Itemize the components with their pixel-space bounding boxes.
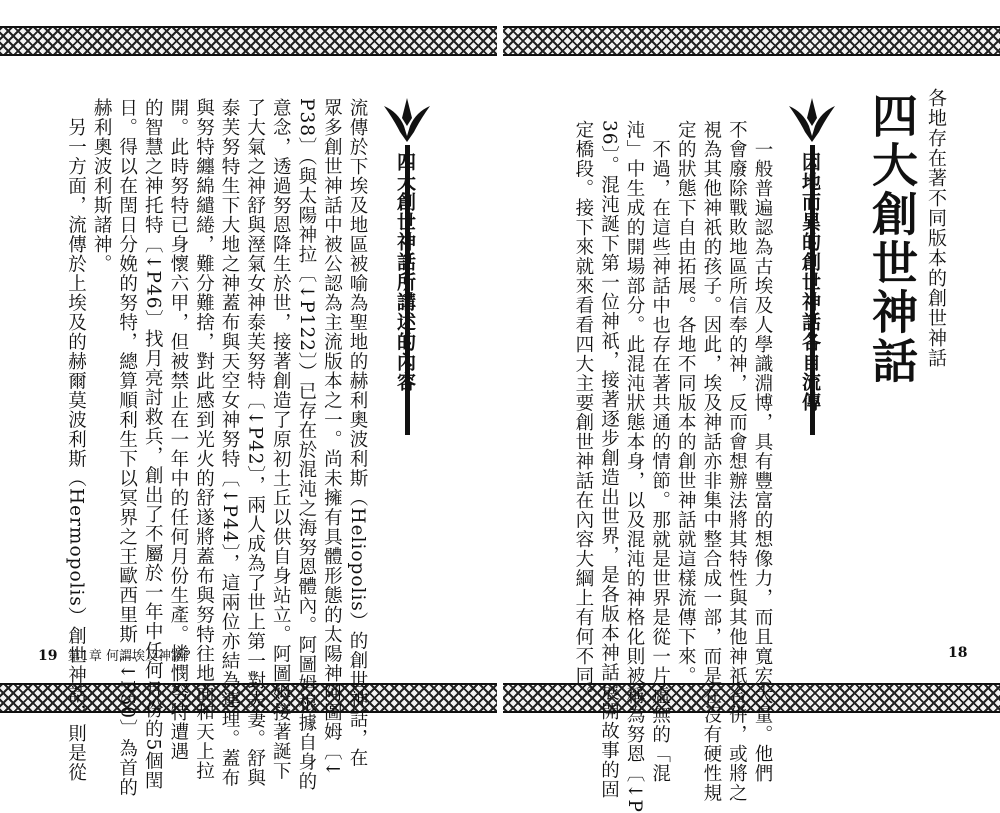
text-line: 不過，在這些神話中也存在著共通的情節。那就是世界是從一片虛無的「混: [649, 120, 671, 783]
lotus-icon: [785, 96, 839, 146]
text-line: 的智慧之神托特〔↓P46〕找月亮討救兵，創出了不屬於一年中任何月份的5個閏: [142, 98, 164, 791]
right-body-text: [570, 120, 775, 813]
text-line: 36〕。混沌誕下第一位神祇，接著逐步創造出世界，是各版本神話展開故事的固: [598, 120, 620, 800]
text-line: 定橋段。接下來就來看看四大主要創世神話在內容大綱上有何不同。: [572, 120, 594, 705]
page-number: 19: [38, 648, 58, 664]
section-heading: 因地而異的創世神話各自流傳: [799, 152, 821, 412]
text-line: 日。得以在閏日分娩的努特，總算順利生下以冥界之王歐西里斯〔↓P50〕為首的: [116, 98, 138, 797]
text-line: 赫利奧波利斯諸神。: [91, 98, 113, 274]
page-number: 18: [948, 645, 968, 661]
text-line: 流傳於下埃及地區被喻為聖地的赫利奧波利斯（Heliopolis）的創世神話，在: [347, 98, 368, 768]
lotus-icon: [380, 96, 434, 146]
text-line: 了大氣之神舒與溼氣女神泰芙努特〔↓P42〕，兩人成為了世上第一對夫妻。舒與: [244, 98, 266, 788]
right-page: [503, 0, 1000, 813]
text-line: 開。此時努特已身懷六甲，但被禁止在一年中的任何月份生產。憐憫努特遭遇: [167, 98, 189, 761]
text-line: 不會廢除戰敗地區所信奉的神，反而會想辦法將其特性與其他神祇合併，或將之: [726, 120, 748, 803]
left-page: [0, 0, 497, 797]
chapter-title: 第1章 何謂埃及神話？: [67, 649, 198, 664]
text-line: 視為其他神祇的孩子。因此，埃及神話亦非集中整合成一部，而是在沒有硬性規: [700, 120, 722, 803]
text-line: 意念，透過努恩降生於世，接著創造了原初土丘以供自身站立。阿圖姆接著誕下: [270, 98, 292, 781]
text-line: 眾多創世神話中被公認為主流版本之一。尚未擁有具體形態的太陽神阿圖姆〔↓: [321, 98, 343, 778]
running-footer: [948, 645, 967, 661]
text-line: 沌」中生成的開場部分。此混沌狀態本身，以及混沌的神格化則被稱為努恩〔↓P: [624, 120, 646, 813]
text-line: 泰芙努特生下大地之神蓋布與天空女神努特〔↓P44〕，這兩位亦結為連理。蓋布: [219, 98, 241, 788]
left-body-text: [63, 98, 370, 797]
text-line: 一般普遍認為古埃及人學識淵博，具有豐富的想像力，而且寬宏大量。他們: [752, 120, 773, 783]
text-line: 與努特纏綿繾綣，難分難捨，對此感到光火的舒遂將蓋布與努特往地面和天上拉: [193, 98, 215, 781]
section-heading: 四大創世神話所講述的內容: [394, 152, 416, 392]
chapter-subtitle: 各地存在著不同版本的創世神話: [925, 88, 947, 368]
running-footer: [38, 645, 197, 664]
page-title: 四大創世神話: [865, 92, 919, 386]
text-line: 定的狀態下自由拓展。各地不同版本的創世神話就這樣流傳下來。: [675, 120, 697, 686]
text-line: P38〕（與太陽神拉〔↓P122〕）已存在於混沌之海努恩體內。阿圖姆根據自身的: [295, 98, 317, 792]
text-line: 另一方面，流傳於上埃及的赫爾莫波利斯（Hermopolis）創世神話，則是從: [65, 98, 87, 783]
